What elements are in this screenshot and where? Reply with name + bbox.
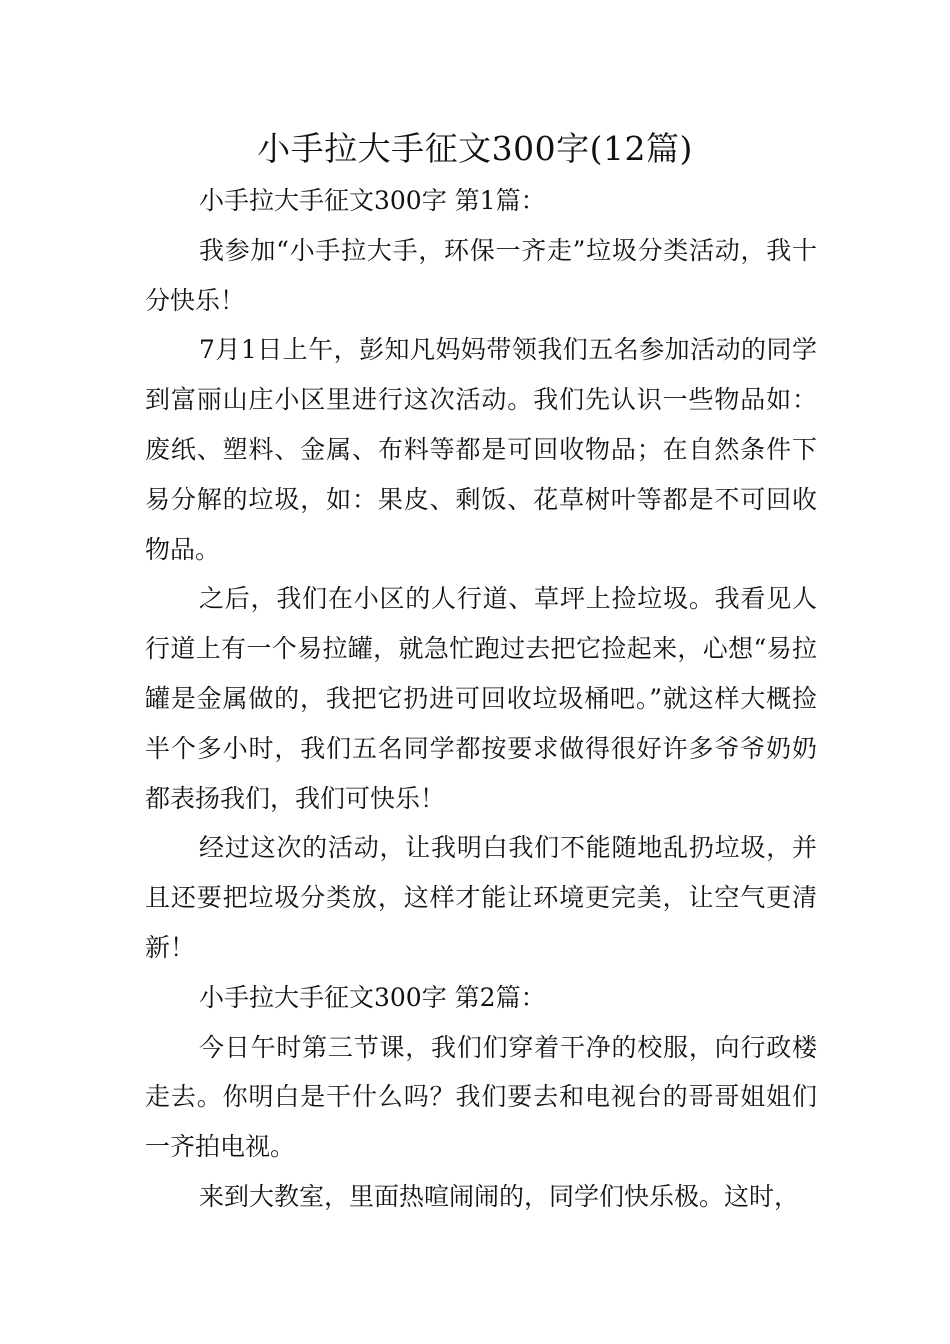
paragraph: 来到大教室，里面热喧闹闹的，同学们快乐极。这时， bbox=[199, 1181, 800, 1211]
paragraph: 7月1日上午，彭知凡妈妈带领我们五名参加活动的同学到富丽山庄小区里进行这次活动。我们先认识一些物品如：废纸、塑料、金属、布料等都是可回收物品；在自然条件下易分解的垃圾，如：果皮、剩饭、花草树叶等都是不可回收物品。 bbox=[145, 335, 817, 564]
paragraph: 之后，我们在小区的人行道、草坪上捡垃圾。我看见人行道上有一个易拉罐，就急忙跑过去把它捡起来，心想“易拉罐是金属做的，我把它扔进可回收垃圾桶吧。”就这样大概捡半个多小时，我们五名同学都按要求做得很好许多爷爷奶奶都表扬我们，我们可快乐！ bbox=[145, 584, 817, 813]
paragraph: 我参加“小手拉大手，环保一齐走”垃圾分类活动，我十分快乐！ bbox=[145, 235, 817, 315]
document-title: 小手拉大手征文300字(12篇) bbox=[257, 129, 693, 168]
paragraph: 今日午时第三节课，我们们穿着干净的校服，向行政楼走去。你明白是干什么吗？我们要去和电视台的哥哥姐姐们一齐拍电视。 bbox=[145, 1032, 817, 1162]
section-heading-1: 小手拉大手征文300字 第1篇： bbox=[199, 186, 546, 215]
document-body bbox=[145, 176, 817, 1222]
section-heading-2: 小手拉大手征文300字 第2篇： bbox=[199, 982, 546, 1012]
paragraph: 经过这次的活动，让我明白我们不能随地乱扔垃圾，并且还要把垃圾分类放，这样才能让环境更完美，让空气更清新！ bbox=[145, 833, 817, 962]
